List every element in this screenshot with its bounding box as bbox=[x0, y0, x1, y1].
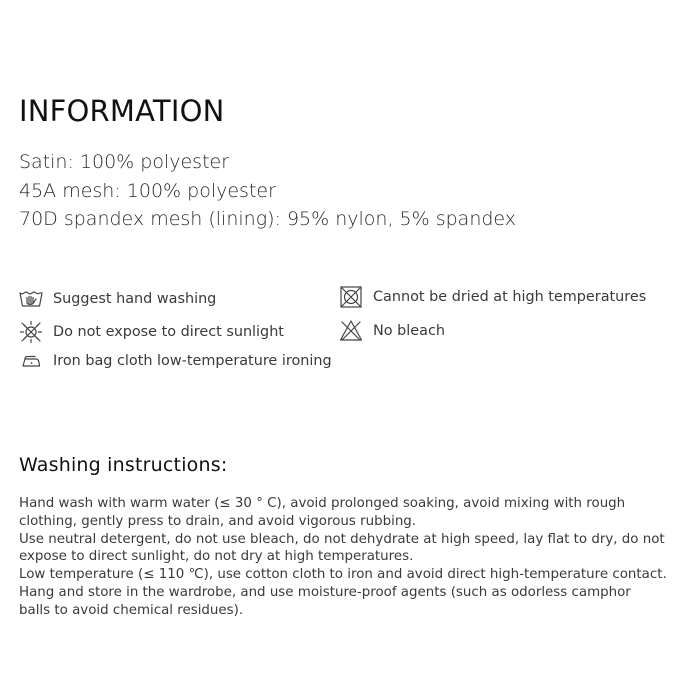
iron-low-icon bbox=[19, 349, 43, 373]
instruction-line: balls to avoid chemical residues). bbox=[19, 602, 244, 618]
material-line: 70D spandex mesh (lining): 95% nylon, 5% spandex bbox=[19, 208, 517, 230]
instruction-line: Low temperature (≤ 110 ℃), use cotton cloth to iron and avoid direct high-temperature contact. bbox=[19, 567, 667, 583]
page-title: INFORMATION bbox=[19, 94, 225, 128]
instruction-line: Use neutral detergent, do not use bleach, do not dehydrate at high speed, lay flat to dry, do not bbox=[19, 531, 665, 547]
care-item-no-tumble-dry bbox=[339, 285, 646, 309]
care-label: Suggest hand washing bbox=[53, 291, 217, 307]
care-label: Cannot be dried at high temperatures bbox=[373, 289, 647, 305]
care-item-iron bbox=[19, 349, 332, 373]
care-label: Do not expose to direct sunlight bbox=[53, 324, 284, 340]
instruction-line: clothing, gently press to drain, and avoid vigorous rubbing. bbox=[19, 513, 417, 529]
no-bleach-icon bbox=[339, 319, 363, 343]
instruction-line: expose to direct sunlight, do not dry at high temperatures. bbox=[19, 549, 414, 565]
instruction-line: Hand wash with warm water (≤ 30 ° C), avoid prolonged soaking, avoid mixing with rough bbox=[19, 496, 626, 511]
care-item-no-sunlight bbox=[19, 320, 284, 344]
material-line: 45A mesh: 100% polyester bbox=[19, 179, 276, 202]
care-item-no-bleach bbox=[339, 319, 445, 343]
care-label: No bleach bbox=[373, 323, 445, 339]
material-line: Satin: 100% polyester bbox=[19, 151, 230, 173]
no-tumble-dry-icon bbox=[339, 285, 363, 309]
hand-wash-icon bbox=[19, 287, 43, 311]
instruction-line: Hang and store in the wardrobe, and use moisture-proof agents (such as odorless camphor bbox=[19, 584, 631, 600]
washing-instructions-title: Washing instructions: bbox=[19, 454, 228, 476]
care-item-hand-wash bbox=[19, 287, 216, 311]
no-sunlight-icon bbox=[19, 320, 43, 344]
care-label: Iron bag cloth low-temperature ironing bbox=[53, 353, 332, 369]
washing-instructions-text bbox=[19, 495, 684, 620]
material-list bbox=[19, 148, 516, 234]
